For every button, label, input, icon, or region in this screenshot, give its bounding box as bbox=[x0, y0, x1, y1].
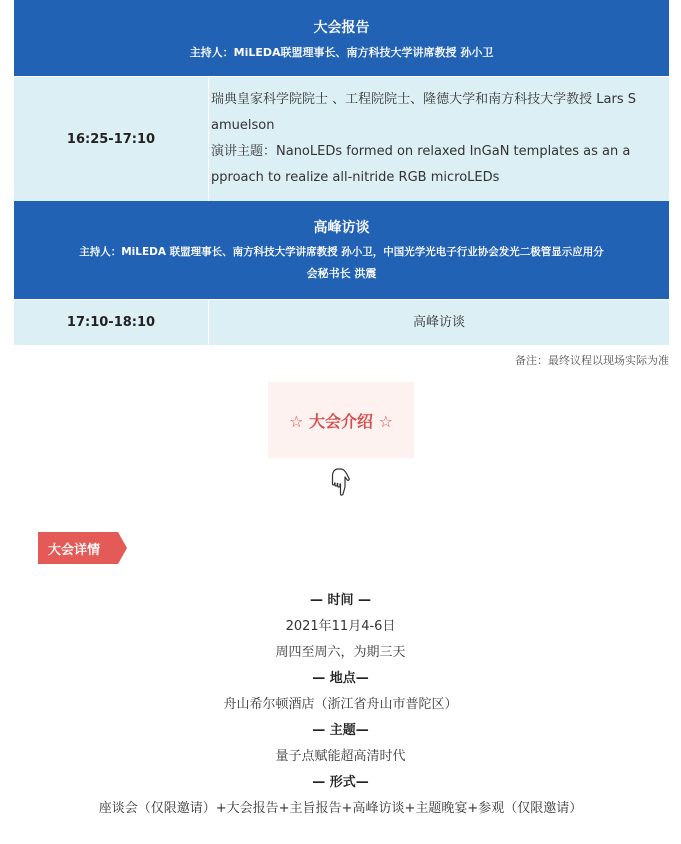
summit-content: 高峰访谈 bbox=[412, 314, 465, 330]
time-heading: — 时间 — bbox=[309, 593, 372, 608]
intro-button[interactable]: ☆ 大会介绍 ☆ bbox=[268, 382, 414, 458]
summit-host-line-1: 主持人：MiLEDA 联盟理事长、南方科技大学讲席教授 孙小卫，中国光学光电子行业协会发光二极管显示应用分 bbox=[79, 246, 604, 258]
plenary-line-3: 演讲主题：NanoLEDs formed on relaxed InGaN templates as an a bbox=[211, 144, 631, 159]
summit-time: 17:10-18:10 bbox=[14, 300, 209, 345]
agenda-note: 备注：最终议程以现场实际为准 bbox=[515, 354, 669, 367]
details-tag: 大会详情 bbox=[38, 532, 118, 564]
plenary-title: 大会报告 bbox=[313, 20, 370, 36]
event-theme: 量子点赋能超高清时代 bbox=[275, 749, 406, 764]
theme-heading: — 主题— bbox=[312, 723, 369, 738]
event-place: 舟山希尔顿酒店（浙江省舟山市普陀区） bbox=[223, 697, 458, 712]
plenary-line-2: amuelson bbox=[211, 118, 275, 133]
plenary-line-4: pproach to realize all-nitride RGB microLEDs bbox=[211, 170, 500, 185]
conference-details bbox=[0, 588, 681, 822]
summit-host-line-2: 会秘书长 洪震 bbox=[306, 267, 377, 280]
plenary-time: 16:25-17:10 bbox=[14, 77, 209, 201]
plenary-content bbox=[209, 77, 669, 201]
place-heading: — 地点— bbox=[312, 671, 369, 686]
agenda-table bbox=[14, 0, 669, 345]
event-date: 2021年11月4-6日 bbox=[285, 619, 396, 634]
plenary-line-1: 瑞典皇家科学院院士 、工程院院士、隆德大学和南方科技大学教授 Lars S bbox=[211, 92, 636, 107]
summit-header bbox=[14, 201, 669, 299]
plenary-host: 主持人：MiLEDA联盟理事长、南方科技大学讲席教授 孙小卫 bbox=[189, 46, 494, 59]
plenary-header bbox=[14, 0, 669, 76]
pointing-hand-icon bbox=[329, 468, 353, 498]
details-tag-arrow bbox=[118, 532, 127, 564]
summit-title: 高峰访谈 bbox=[313, 220, 370, 236]
event-days: 周四至周六，为期三天 bbox=[275, 645, 406, 660]
plenary-row bbox=[14, 76, 669, 201]
form-heading: — 形式— bbox=[312, 775, 369, 790]
event-form: 座谈会（仅限邀请）+大会报告+主旨报告+高峰访谈+主题晚宴+参观（仅限邀请） bbox=[98, 801, 583, 816]
summit-row bbox=[14, 299, 669, 345]
